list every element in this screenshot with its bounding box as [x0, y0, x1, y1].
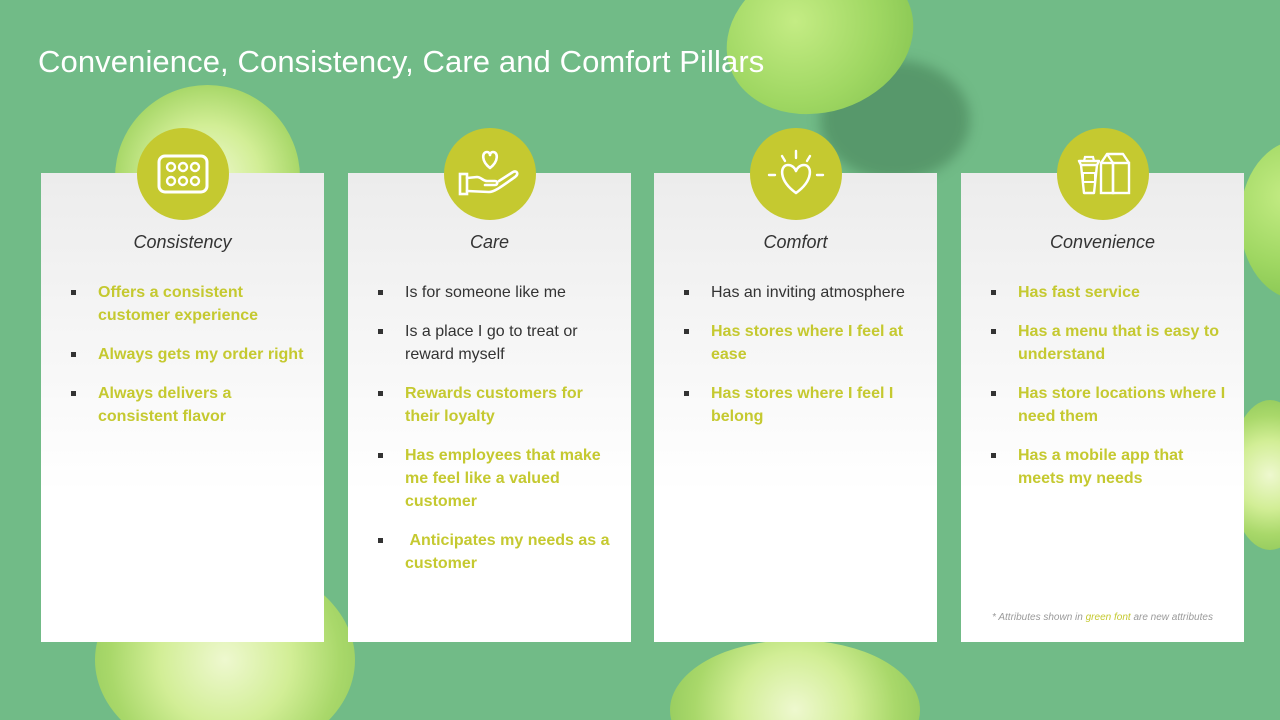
pillar-card-comfort	[654, 173, 937, 642]
attribute-item: Has fast service	[990, 281, 1226, 304]
attribute-item: Has employees that make me feel like a valued customer	[377, 444, 613, 513]
pillar-card-consistency	[41, 173, 324, 642]
lime-image	[1240, 140, 1280, 300]
pillar-card-convenience	[961, 173, 1244, 642]
icon-badge	[750, 128, 842, 220]
page-title: Convenience, Consistency, Care and Comfort Pillars	[38, 44, 765, 79]
footnote	[961, 612, 1244, 623]
icon-badge	[1057, 128, 1149, 220]
icon-badge	[137, 128, 229, 220]
attribute-item: Has store locations where I need them	[990, 382, 1226, 428]
card-title: Care	[469, 232, 509, 252]
attribute-item: Rewards customers for their loyalty	[377, 382, 613, 428]
attribute-item: Is for someone like me	[377, 281, 613, 304]
card-title: Comfort	[763, 232, 828, 252]
pillar-card-care	[348, 173, 631, 642]
footnote-highlight: green font	[1085, 612, 1131, 623]
attribute-list	[70, 281, 306, 444]
heart-hand-icon	[457, 148, 523, 200]
attribute-item: Has a mobile app that meets my needs	[990, 444, 1226, 490]
attribute-item: Is a place I go to treat or reward myself	[377, 320, 613, 366]
attribute-item: Has stores where I feel at ease	[683, 320, 919, 366]
takeaway-items-icon	[1073, 151, 1133, 197]
attribute-item: Has an inviting atmosphere	[683, 281, 919, 304]
attribute-list	[377, 281, 613, 591]
glowing-heart-icon	[764, 149, 828, 199]
attribute-item: Anticipates my needs as a customer	[377, 529, 613, 575]
attribute-list	[683, 281, 919, 444]
lime-image	[670, 640, 920, 720]
attribute-list	[990, 281, 1226, 506]
attribute-item: Offers a consistent customer experience	[70, 281, 306, 327]
attribute-item: Always delivers a consistent flavor	[70, 382, 306, 428]
footnote-suffix: are new attributes	[1130, 612, 1213, 623]
icon-badge	[444, 128, 536, 220]
attribute-item: Has stores where I feel I belong	[683, 382, 919, 428]
card-title: Convenience	[1049, 232, 1156, 252]
dot-grid-icon	[157, 154, 209, 194]
attribute-item: Has a menu that is easy to understand	[990, 320, 1226, 366]
attribute-item: Always gets my order right	[70, 343, 306, 366]
card-title: Consistency	[133, 232, 232, 252]
footnote-prefix: * Attributes shown in	[992, 612, 1086, 623]
